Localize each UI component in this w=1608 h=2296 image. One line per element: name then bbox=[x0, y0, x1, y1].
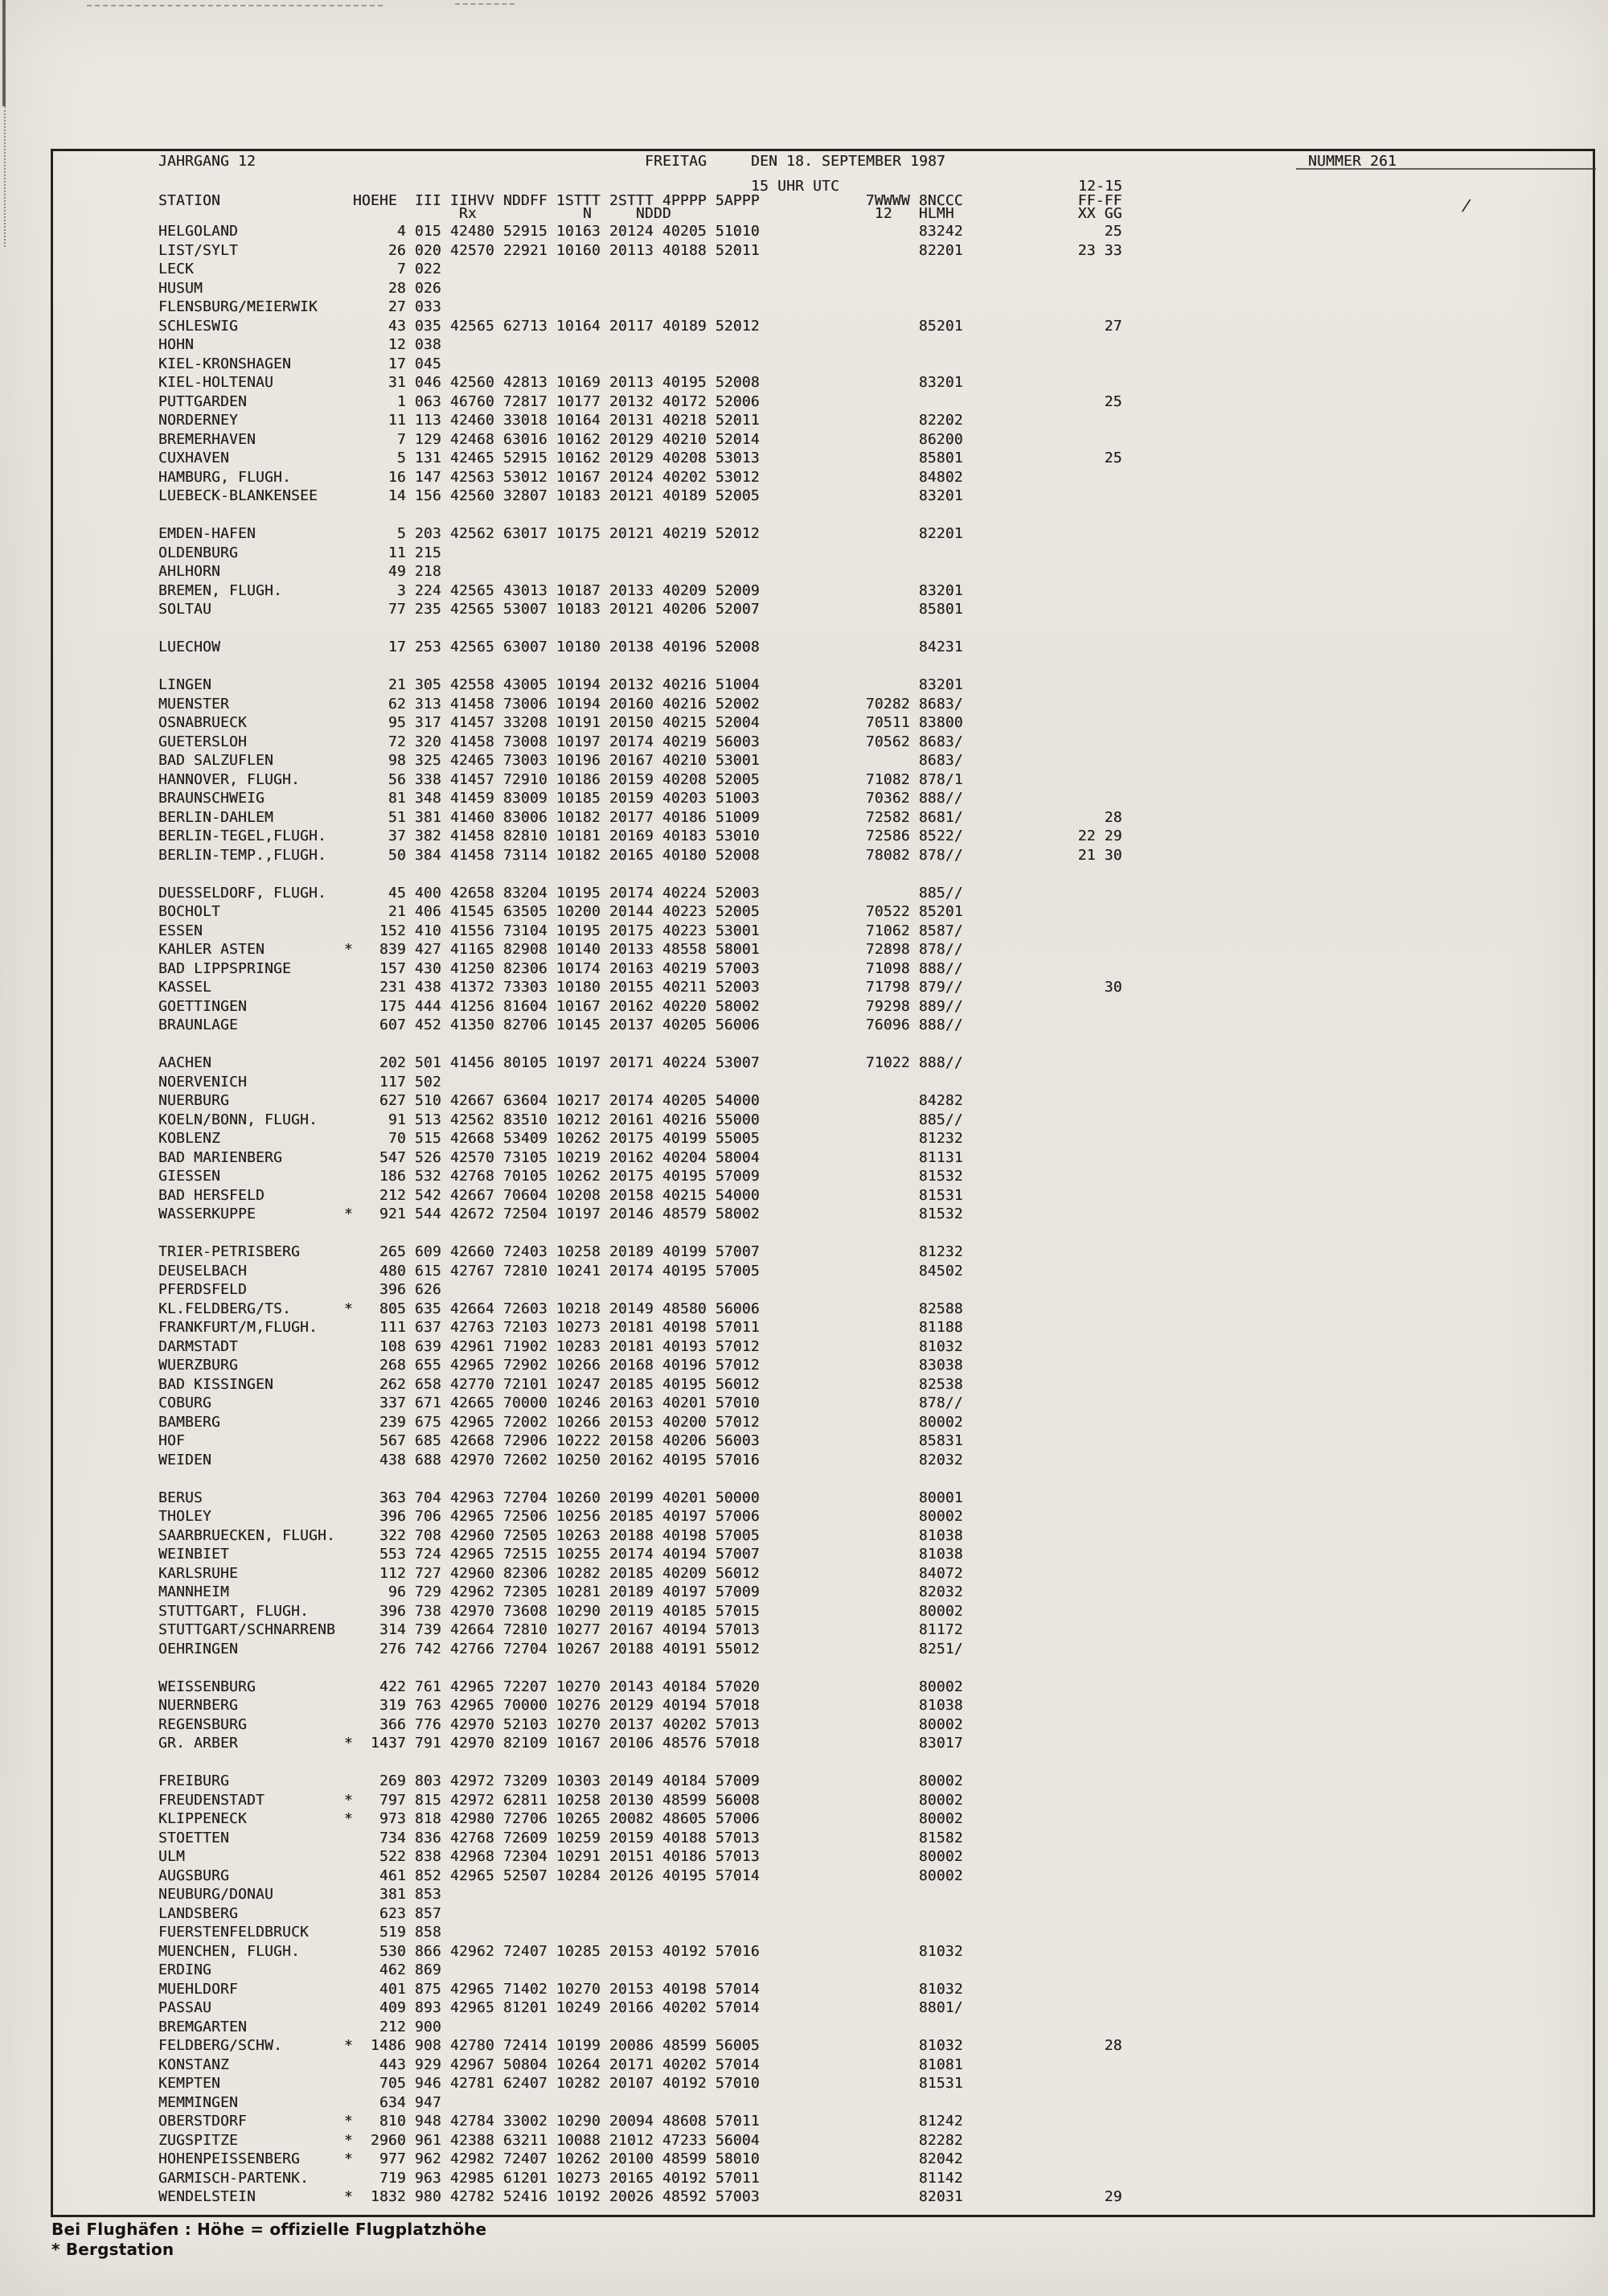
scan-artifact bbox=[4, 106, 6, 247]
station-row: COBURG 337 671 42665 70000 10246 20163 40201 57010 878// bbox=[158, 1394, 963, 1411]
scan-artifact bbox=[87, 5, 383, 6]
station-row: ZUGSPITZE * 2960 961 42388 63211 10088 21012 47233 56004 82282 bbox=[158, 2131, 963, 2149]
station-row: ULM 522 838 42968 72304 10291 20151 40186 57013 80002 bbox=[158, 1848, 963, 1865]
station-row: MUENCHEN, FLUGH. 530 866 42962 72407 10285 20153 40192 57016 81032 bbox=[158, 1942, 963, 1960]
station-row: THOLEY 396 706 42965 72506 10256 20185 40197 57006 80002 bbox=[158, 1508, 963, 1525]
station-row: KLIPPENECK * 973 818 42980 72706 10265 20082 48605 57006 80002 bbox=[158, 1810, 963, 1827]
station-row: SAARBRUECKEN, FLUGH. 322 708 42960 72505 10263 20188 40198 57005 81038 bbox=[158, 1526, 963, 1544]
station-row: KOBLENZ 70 515 42668 53409 10262 20175 40199 55005 81232 bbox=[158, 1130, 963, 1147]
station-row: BERLIN-DAHLEM 51 381 41460 83006 10182 20177 40186 51009 72582 8681/ 28 bbox=[158, 808, 1122, 826]
station-row: CUXHAVEN 5 131 42465 52915 10162 20129 40208 53013 85801 25 bbox=[158, 450, 1122, 466]
station-row: GUETERSLOH 72 320 41458 73008 10197 20174 40219 56003 70562 8683/ bbox=[158, 733, 963, 750]
station-row: REGENSBURG 366 776 42970 52103 10270 20137 40202 57013 80002 bbox=[158, 1715, 963, 1733]
station-row: MUEHLDORF 401 875 42965 71402 10270 20153 40198 57014 81032 bbox=[158, 1980, 963, 1998]
station-row: LECK 7 022 bbox=[158, 261, 441, 277]
station-row: BAMBERG 239 675 42965 72002 10266 20153 40200 57012 80002 bbox=[158, 1413, 963, 1431]
station-row: BERLIN-TEMP.,FLUGH. 50 384 41458 73114 10182 20165 40180 52008 78082 878// 21 30 bbox=[158, 846, 1122, 864]
station-row: OEHRINGEN 276 742 42766 72704 10267 20188 40191 55012 8251/ bbox=[158, 1640, 963, 1657]
station-row: SCHLESWIG 43 035 42565 62713 10164 20117 40189 52012 85201 27 bbox=[158, 317, 1122, 335]
issue-number: NUMMER 261 bbox=[1308, 153, 1397, 170]
station-row: KONSTANZ 443 929 42967 50804 10264 20171 40202 57014 81081 bbox=[158, 2056, 963, 2073]
station-row: ESSEN 152 410 41556 73104 10195 20175 40223 53001 71062 8587/ bbox=[158, 922, 963, 939]
station-row: KEMPTEN 705 946 42781 62407 10282 20107 40192 57010 81531 bbox=[158, 2075, 963, 2092]
station-row: PUTTGARDEN 1 063 46760 72817 10177 20132 40172 52006 25 bbox=[158, 392, 1122, 410]
station-row: FUERSTENFELDBRUCK 519 858 bbox=[158, 1924, 441, 1941]
station-row: HOHENPEISSENBERG * 977 962 42982 72407 10262 20100 48599 58010 82042 bbox=[158, 2150, 963, 2167]
station-row: ERDING 462 869 bbox=[158, 1961, 441, 1978]
station-row: NORDERNEY 11 113 42460 33018 10164 20131 40218 52011 82202 bbox=[158, 412, 963, 429]
station-row: WENDELSTEIN * 1832 980 42782 52416 10192 20026 48592 57003 82031 29 bbox=[158, 2188, 1122, 2205]
station-row: FREUDENSTADT * 797 815 42972 62811 10258 20130 48599 56008 80002 bbox=[158, 1791, 963, 1809]
station-row: STUTTGART, FLUGH. 396 738 42970 73608 10290 20119 40185 57015 80002 bbox=[158, 1602, 963, 1620]
station-row: WEIDEN 438 688 42970 72602 10250 20162 40195 57016 82032 bbox=[158, 1451, 963, 1468]
station-row: BRAUNLAGE 607 452 41350 82706 10145 20137 40205 56006 76096 888// bbox=[158, 1017, 963, 1033]
station-row: KARLSRUHE 112 727 42960 82306 10282 20185 40209 56012 84072 bbox=[158, 1564, 963, 1582]
station-row: BAD SALZUFLEN 98 325 42465 73003 10196 20167 40210 53001 8683/ bbox=[158, 752, 963, 769]
station-row: MUENSTER 62 313 41458 73006 10194 20160 40216 52002 70282 8683/ bbox=[158, 695, 963, 713]
station-row: FELDBERG/SCHW. * 1486 908 42780 72414 10199 20086 48599 56005 81032 28 bbox=[158, 2037, 1122, 2054]
station-row: OSNABRUECK 95 317 41457 33208 10191 20150 40215 52004 70511 83800 bbox=[158, 714, 963, 731]
station-row: LANDSBERG 623 857 bbox=[158, 1904, 441, 1922]
station-row: MANNHEIM 96 729 42962 72305 10281 20189 40197 57009 82032 bbox=[158, 1583, 963, 1600]
station-row: HANNOVER, FLUGH. 56 338 41457 72910 10186 20159 40208 52005 71082 878/1 bbox=[158, 770, 963, 788]
station-row: LINGEN 21 305 42558 43005 10194 20132 40216 51004 83201 bbox=[158, 676, 963, 693]
station-row: HUSUM 28 026 bbox=[158, 279, 441, 297]
station-row: BAD MARIENBERG 547 526 42570 73105 10219 20162 40204 58004 81131 bbox=[158, 1148, 963, 1166]
station-row: KL.FELDBERG/TS. * 805 635 42664 72603 10218 20149 48580 56006 82588 bbox=[158, 1300, 963, 1317]
station-row: LUEBECK-BLANKENSEE 14 156 42560 32807 10183 20121 40189 52005 83201 bbox=[158, 487, 963, 504]
station-row: MEMMINGEN 634 947 bbox=[158, 2093, 441, 2111]
station-row: KIEL-HOLTENAU 31 046 42560 42813 10169 20113 40195 52008 83201 bbox=[158, 374, 963, 391]
observation-time: 15 UHR UTC bbox=[751, 178, 839, 195]
station-row: KIEL-KRONSHAGEN 17 045 bbox=[158, 355, 441, 372]
station-row: EMDEN-HAFEN 5 203 42562 63017 10175 20121 40219 52012 82201 bbox=[158, 525, 963, 542]
station-row: DUESSELDORF, FLUGH. 45 400 42658 83204 10195 20174 40224 52003 885// bbox=[158, 884, 963, 902]
column-headers: STATION HOEHE III IIHVV NDDFF 1STTT 2STTT 4PPPP 5APPP 7WWWW 8NCCC FF-FF bbox=[158, 192, 1122, 209]
station-row: NUERBURG 627 510 42667 63604 10217 20174 40205 54000 84282 bbox=[158, 1092, 963, 1109]
issue-date: DEN 18. SEPTEMBER 1987 bbox=[751, 153, 946, 170]
journal-volume: JAHRGANG 12 bbox=[158, 153, 256, 170]
scan-artifact bbox=[455, 3, 515, 5]
station-row: AUGSBURG 461 852 42965 52507 10284 20126 40195 57014 80002 bbox=[158, 1867, 963, 1884]
station-row: FREIBURG 269 803 42972 73209 10303 20149 40184 57009 80002 bbox=[158, 1772, 963, 1789]
station-row: BAD LIPPSPRINGE 157 430 41250 82306 10174 20163 40219 57003 71098 888// bbox=[158, 959, 963, 977]
station-row: LUECHOW 17 253 42565 63007 10180 20138 40196 52008 84231 bbox=[158, 639, 963, 655]
station-row: TRIER-PETRISBERG 265 609 42660 72403 10258 20189 40199 57007 81232 bbox=[158, 1243, 963, 1260]
station-row: HELGOLAND 4 015 42480 52915 10163 20124 40205 51010 83242 25 bbox=[158, 223, 1122, 240]
scan-artifact bbox=[2, 0, 6, 106]
station-row: GOETTINGEN 175 444 41256 81604 10167 20162 40220 58002 79298 889// bbox=[158, 997, 963, 1015]
station-row: BREMGARTEN 212 900 bbox=[158, 2018, 441, 2035]
scan-artifact: / bbox=[1460, 195, 1473, 216]
station-row: FRANKFURT/M,FLUGH. 111 637 42763 72103 10273 20181 40198 57011 81188 bbox=[158, 1319, 963, 1336]
station-row: WUERZBURG 268 655 42965 72902 10266 20168 40196 57012 83038 bbox=[158, 1357, 963, 1374]
footnote-mountain-station: * Bergstation bbox=[51, 2240, 174, 2259]
station-row: GR. ARBER * 1437 791 42970 82109 10167 20106 48576 57018 83017 bbox=[158, 1735, 963, 1752]
station-row: SOLTAU 77 235 42565 53007 10183 20121 40206 52007 85801 bbox=[158, 601, 963, 618]
station-row: FLENSBURG/MEIERWIK 27 033 bbox=[158, 298, 441, 315]
station-row: WEISSENBURG 422 761 42965 72207 10270 20143 40184 57020 80002 bbox=[158, 1678, 963, 1695]
station-row: OLDENBURG 11 215 bbox=[158, 544, 441, 561]
station-row: BAD HERSFELD 212 542 42667 70604 10208 20158 40215 54000 81531 bbox=[158, 1186, 963, 1204]
station-row: GARMISCH-PARTENK. 719 963 42985 61201 10273 20165 40192 57011 81142 bbox=[158, 2169, 963, 2187]
station-row: BREMERHAVEN 7 129 42468 63016 10162 20129 40210 52014 86200 bbox=[158, 430, 963, 448]
station-row: HAMBURG, FLUGH. 16 147 42563 53012 10167 20124 40202 53012 84802 bbox=[158, 468, 963, 486]
station-row: DEUSELBACH 480 615 42767 72810 10241 20174 40195 57005 84502 bbox=[158, 1262, 963, 1279]
station-row: WASSERKUPPE * 921 544 42672 72504 10197 20146 48579 58002 81532 bbox=[158, 1206, 963, 1222]
weekday: FREITAG bbox=[645, 153, 707, 170]
station-row: PASSAU 409 893 42965 81201 10249 20166 40202 57014 8801/ bbox=[158, 1999, 963, 2016]
station-row: GIESSEN 186 532 42768 70105 10262 20175 40195 57009 81532 bbox=[158, 1168, 963, 1185]
station-row: BREMEN, FLUGH. 3 224 42565 43013 10187 20133 40209 52009 83201 bbox=[158, 581, 963, 599]
column-subheaders: Rx N NDDD 12 HLMH XX GG bbox=[158, 205, 1122, 222]
station-row: NEUBURG/DONAU 381 853 bbox=[158, 1886, 441, 1903]
station-row: OBERSTDORF * 810 948 42784 33002 10290 20094 48608 57011 81242 bbox=[158, 2113, 963, 2130]
ff-period: 12-15 bbox=[1078, 178, 1122, 195]
station-row: NOERVENICH 117 502 bbox=[158, 1073, 441, 1090]
station-row: BERLIN-TEGEL,FLUGH. 37 382 41458 82810 10181 20169 40183 53010 72586 8522/ 22 29 bbox=[158, 828, 1122, 844]
station-row: STUTTGART/SCHNARRENB 314 739 42664 72810 10277 20167 40194 57013 81172 bbox=[158, 1621, 963, 1638]
station-row: HOF 567 685 42668 72906 10222 20158 40206 56003 85831 bbox=[158, 1432, 963, 1449]
station-row: BRAUNSCHWEIG 81 348 41459 83009 10185 20159 40203 51003 70362 888// bbox=[158, 790, 963, 807]
station-row: PFERDSFELD 396 626 bbox=[158, 1281, 441, 1298]
station-row: BERUS 363 704 42963 72704 10260 20199 40201 50000 80001 bbox=[158, 1489, 963, 1506]
station-row: STOETTEN 734 836 42768 72609 10259 20159 40188 57013 81582 bbox=[158, 1829, 963, 1846]
station-row: AHLHORN 49 218 bbox=[158, 563, 441, 580]
station-row: BAD KISSINGEN 262 658 42770 72101 10247 20185 40195 56012 82538 bbox=[158, 1375, 963, 1393]
station-row: KOELN/BONN, FLUGH. 91 513 42562 83510 10212 20161 40216 55000 885// bbox=[158, 1111, 963, 1128]
station-row: DARMSTADT 108 639 42961 71902 10283 20181 40193 57012 81032 bbox=[158, 1337, 963, 1355]
station-row: BOCHOLT 21 406 41545 63505 10200 20144 40223 52005 70522 85201 bbox=[158, 903, 963, 920]
station-row: AACHEN 202 501 41456 80105 10197 20171 40224 53007 71022 888// bbox=[158, 1054, 963, 1071]
footnote-airport-heights: Bei Flughäfen : Höhe = offizielle Flugplatzhöhe bbox=[51, 2220, 487, 2239]
station-row: HOHN 12 038 bbox=[158, 336, 441, 353]
station-row: WEINBIET 553 724 42965 72515 10255 20174 40194 57007 81038 bbox=[158, 1546, 963, 1563]
station-row: KASSEL 231 438 41372 73303 10180 20155 40211 52003 71798 879// 30 bbox=[158, 979, 1122, 996]
station-row: LIST/SYLT 26 020 42570 22921 10160 20113 40188 52011 82201 23 33 bbox=[158, 241, 1122, 259]
station-row: NUERNBERG 319 763 42965 70000 10276 20129 40194 57018 81038 bbox=[158, 1697, 963, 1714]
station-row: KAHLER ASTEN * 839 427 41165 82908 10140 20133 48558 58001 72898 878// bbox=[158, 941, 963, 958]
